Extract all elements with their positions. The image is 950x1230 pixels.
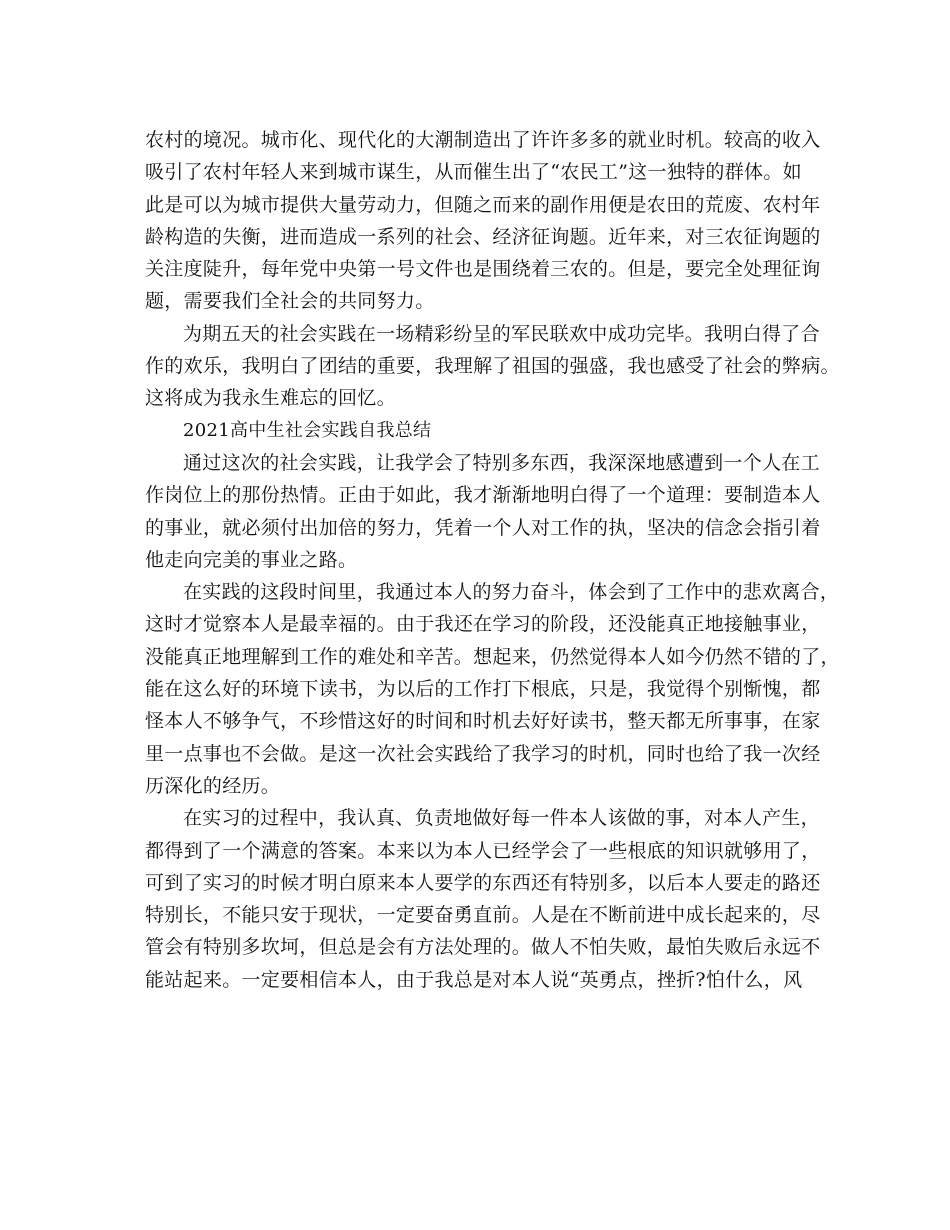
text-line: 能在这么好的环境下读书，为以后的工作打下根底，只是，我觉得个别惭愧，都 xyxy=(145,678,821,701)
text-line: 能站起来。一定要相信本人，由于我总是对本人说“英勇点，挫折?怕什么，风 xyxy=(145,968,803,991)
text-line: 作的欢乐，我明白了团结的重要，我理解了祖国的强盛，我也感受了社会的弊病。 xyxy=(145,355,840,378)
paragraph-first-line: 为期五天的社会实践在一场精彩纷呈的军民联欢中成功完毕。我明白得了合 xyxy=(183,322,820,345)
text-line: 历深化的经历。 xyxy=(145,774,281,797)
text-line: 管会有特别多坎坷，但总是会有方法处理的。做人不怕失败，最怕失败后永远不 xyxy=(145,936,821,959)
text-line: 这时才觉察本人是最幸福的。由于我还在学习的阶段，还没能真正地接触事业， xyxy=(145,613,821,636)
text-line: 题，需要我们全社会的共同努力。 xyxy=(145,290,435,313)
text-line: 农村的境况。城市化、现代化的大潮制造出了许许多多的就业时机。较高的收入 xyxy=(145,129,821,151)
text-line: 特别长，不能只安于现状，一定要奋勇直前。人是在不断前进中成长起来的，尽 xyxy=(145,904,821,927)
text-line: 的事业，就必须付出加倍的努力，凭着一个人对工作的执，坚决的信念会指引着 xyxy=(145,516,821,539)
paragraph-first-line: 在实习的过程中，我认真、负责地做好每一件本人该做的事，对本人产生， xyxy=(183,807,820,830)
section-heading: 2021高中生社会实践自我总结 xyxy=(183,419,432,441)
text-line: 吸引了农村年轻人来到城市谋生，从而催生出了“农民工”这一独特的群体。如 xyxy=(145,161,802,184)
paragraph-first-line: 在实践的这段时间里，我通过本人的努力奋斗，体会到了工作中的悲欢离合， xyxy=(183,581,840,604)
text-line: 关注度陡升，每年党中央第一号文件也是围绕着三农的。但是，要完全处理征询 xyxy=(145,258,821,281)
text-line: 龄构造的失衡，进而造成一系列的社会、经济征询题。近年来，对三农征询题的 xyxy=(145,225,821,248)
text-line: 此是可以为城市提供大量劳动力，但随之而来的副作用便是农田的荒废、农村年 xyxy=(145,193,821,216)
text-line: 里一点事也不会做。是这一次社会实践给了我学习的时机，同时也给了我一次经 xyxy=(145,742,821,765)
text-line: 这将成为我永生难忘的回忆。 xyxy=(145,387,396,410)
text-line: 没能真正地理解到工作的难处和辛苦。想起来，仍然觉得本人如今仍然不错的了， xyxy=(145,645,840,668)
paragraph-first-line: 通过这次的社会实践，让我学会了特别多东西，我深深地感遭到一个人在工 xyxy=(183,451,820,474)
document-body xyxy=(145,124,840,996)
text-line: 他走向完美的事业之路。 xyxy=(145,548,358,571)
text-line: 怪本人不够争气，不珍惜这好的时间和时机去好好读书，整天都无所事事，在家 xyxy=(145,710,821,733)
text-line: 可到了实习的时候才明白原来本人要学的东西还有特别多，以后本人要走的路还 xyxy=(145,871,821,894)
text-line: 作岗位上的那份热情。正由于如此，我才渐渐地明白得了一个道理：要制造本人 xyxy=(145,484,821,507)
text-line: 都得到了一个满意的答案。本来以为本人已经学会了一些根底的知识就够用了， xyxy=(145,839,821,862)
